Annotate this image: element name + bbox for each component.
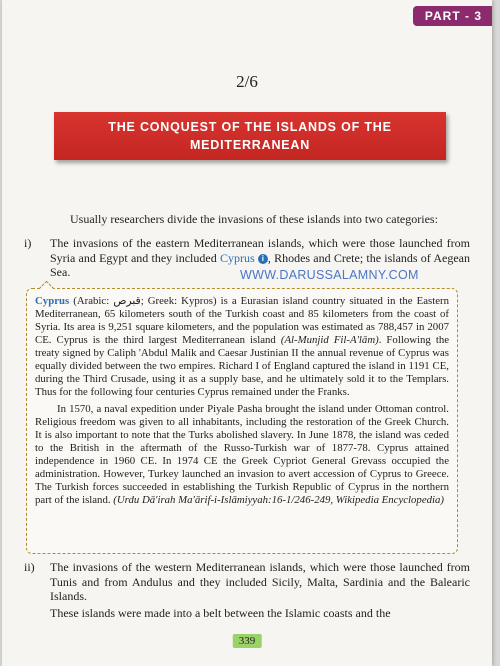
list-item-1-text-b: , Rhodes and Crete; the islands of Aegean Sea. [50,250,470,279]
website-watermark: WWW.DARUSSALAMNY.COM [240,268,419,282]
list-marker-1: i) [24,236,32,250]
infobox-paragraph-1 [35,295,449,399]
intro-paragraph: Usually researchers divide the invasions of these islands into two categories: [70,212,438,226]
infobox-term: Cyprus [35,295,70,307]
part-badge: PART - 3 [413,6,492,26]
infobox-p1-text: (Arabic: قبرص; Greek: Kypros) is a Eurasian island country situated in the Eastern Mediterranean, 65 kilometers south of the Turkish coast and 85 kilometers from the coast of Syria. Its area is 9,251 square kilometers, and the population was estimated as 788,457 in 2007 CE. Cyprus is the third largest Mediterranean island [35,295,449,346]
chapter-title-banner [54,112,446,160]
infobox-p1-citation: (Al-Munjid Fil-A'lām) [280,334,379,346]
cyprus-link[interactable]: Cyprus [219,250,255,265]
infobox-paragraph-2 [35,403,449,507]
chapter-number: 2/6 [236,72,258,91]
chapter-title: THE CONQUEST OF THE ISLANDS OF THE MEDITERRANEAN [108,120,392,152]
info-icon[interactable]: i [258,254,268,264]
infobox-p1-end: . Following the treaty signed by Caliph 'Abdul Malik and Caesar Justinian II the annual revenue of Cyprus was equally divided between the two empires. Richard I of England captured the island in 1191 CE, during the Third Crusade, using it as a supply base, and he ultimately sold it to the Templars. Thus for the following four centuries Cyprus remained under the Franks. [35,334,450,398]
page-number: 339 [233,634,262,648]
book-page [2,0,492,666]
infobox-p2-text: In 1570, a naval expedition under Piyale Pasha brought the island under Ottoman control. Religious freedom was given to all inhabitants, including the restoration of the Greek Church. It is also important to note that the Turks abolished slavery. In June 1878, the island was ceded to the British in the aftermath of the Russo-Turkish war of 1877-78. Cyprus attained independence in 1960 CE. In 1974 CE the Greek Cypriot General Grevass occupied the administration. However, Turkey launched an invasion to avert accession of Cyprus to Greece. The Turkish forces succeeded in establishing the Turkish Republic of Cyprus in the northern part of the island. [35,403,449,506]
infobox-p2-citation: (Urdu Dā'irah Ma'ārif-i-Islāmiyyah:16-1/246-249, Wikipedia Encyclopedia) [113,494,445,506]
closing-paragraph: These islands were made into a belt between the Islamic coasts and the [50,606,391,620]
list-item-2: The invasions of the western Mediterranean islands, which were those launched from Tunis and from Andulus and they included Sicily, Malta, Sardinia and the Balearic Islands. [50,560,470,603]
list-marker-2: ii) [24,560,35,574]
list-item-1-text-a: The invasions of the eastern Mediterranean islands, which were those launched from Syria and Egypt and they included [50,236,470,265]
cyprus-info-box [26,288,458,554]
